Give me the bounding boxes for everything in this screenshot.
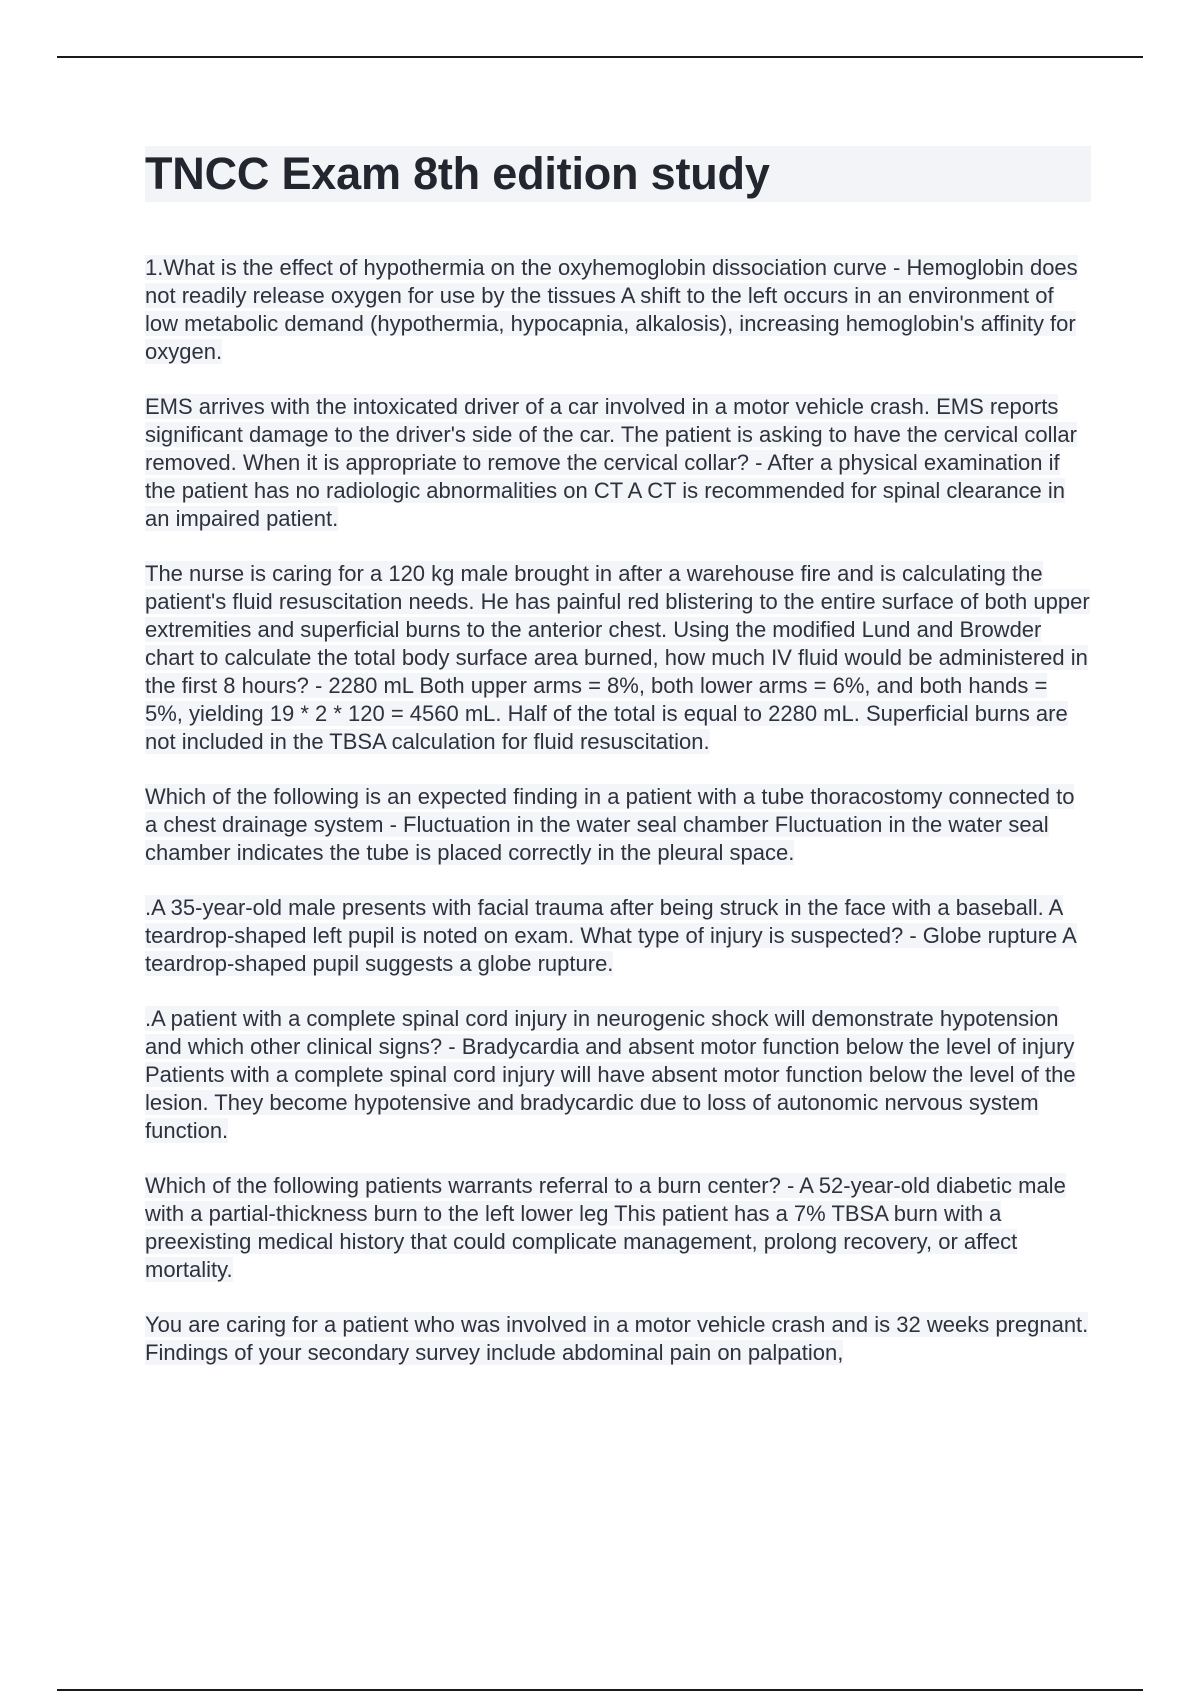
question-item (145, 894, 1091, 978)
document-title: TNCC Exam 8th edition study (145, 146, 1091, 202)
question-text: Which of the following patients warrants referral to a burn center? - A 52-year-old diabetic male with a partial-thickness burn to the left lower leg This patient has a 7% TBSA burn with a preexisting medical history that could complicate management, prolong recovery, or affect mortality. (145, 1173, 1066, 1282)
question-item (145, 1005, 1091, 1145)
question-text: 1.What is the effect of hypothermia on the oxyhemoglobin dissociation curve - Hemoglobin does not readily release oxygen for use by the tissues A shift to the left occurs in an environment of low metabolic demand (hypothermia, hypocapnia, alkalosis), increasing hemoglobin's affinity for oxygen. (145, 255, 1078, 364)
top-rule (57, 56, 1143, 58)
question-item (145, 254, 1091, 366)
question-item (145, 1311, 1091, 1367)
question-item (145, 560, 1091, 756)
question-text: Which of the following is an expected finding in a patient with a tube thoracostomy connected to a chest drainage system - Fluctuation in the water seal chamber Fluctuation in the water seal chamber indicates the tube is placed correctly in the pleural space. (145, 784, 1075, 865)
question-text: EMS arrives with the intoxicated driver of a car involved in a motor vehicle crash. EMS reports significant damage to the driver's side of the car. The patient is asking to have the cervical collar removed. When it is appropriate to remove the cervical collar? - After a physical examination if the patient has no radiologic abnormalities on CT A CT is recommended for spinal clearance in an impaired patient. (145, 394, 1077, 531)
question-list (145, 254, 1091, 1367)
question-item (145, 393, 1091, 533)
question-text: You are caring for a patient who was involved in a motor vehicle crash and is 32 weeks pregnant. Findings of your secondary survey include abdominal pain on palpation, (145, 1312, 1089, 1365)
question-item (145, 1172, 1091, 1284)
question-text: .A 35-year-old male presents with facial trauma after being struck in the face with a baseball. A teardrop-shaped left pupil is noted on exam. What type of injury is suspected? - Globe rupture A teardrop-shaped pupil suggests a globe rupture. (145, 895, 1077, 976)
question-text: The nurse is caring for a 120 kg male brought in after a warehouse fire and is calculating the patient's fluid resuscitation needs. He has painful red blistering to the entire surface of both upper extremities and superficial burns to the anterior chest. Using the modified Lund and Browder chart to calculate the total body surface area burned, how much IV fluid would be administered in the first 8 hours? - 2280 mL Both upper arms = 8%, both lower arms = 6%, and both hands = 5%, yielding 19 * 2 * 120 = 4560 mL. Half of the total is equal to 2280 mL. Superficial burns are not included in the TBSA calculation for fluid resuscitation. (145, 561, 1090, 754)
question-text: .A patient with a complete spinal cord injury in neurogenic shock will demonstrate hypotension and which other clinical signs? - Bradycardia and absent motor function below the level of injury Patients with a complete spinal cord injury will have absent motor function below the level of the lesion. They become hypotensive and bradycardic due to loss of autonomic nervous system function. (145, 1006, 1076, 1143)
question-item (145, 783, 1091, 867)
bottom-rule (57, 1689, 1143, 1691)
document-body (145, 146, 1091, 1394)
